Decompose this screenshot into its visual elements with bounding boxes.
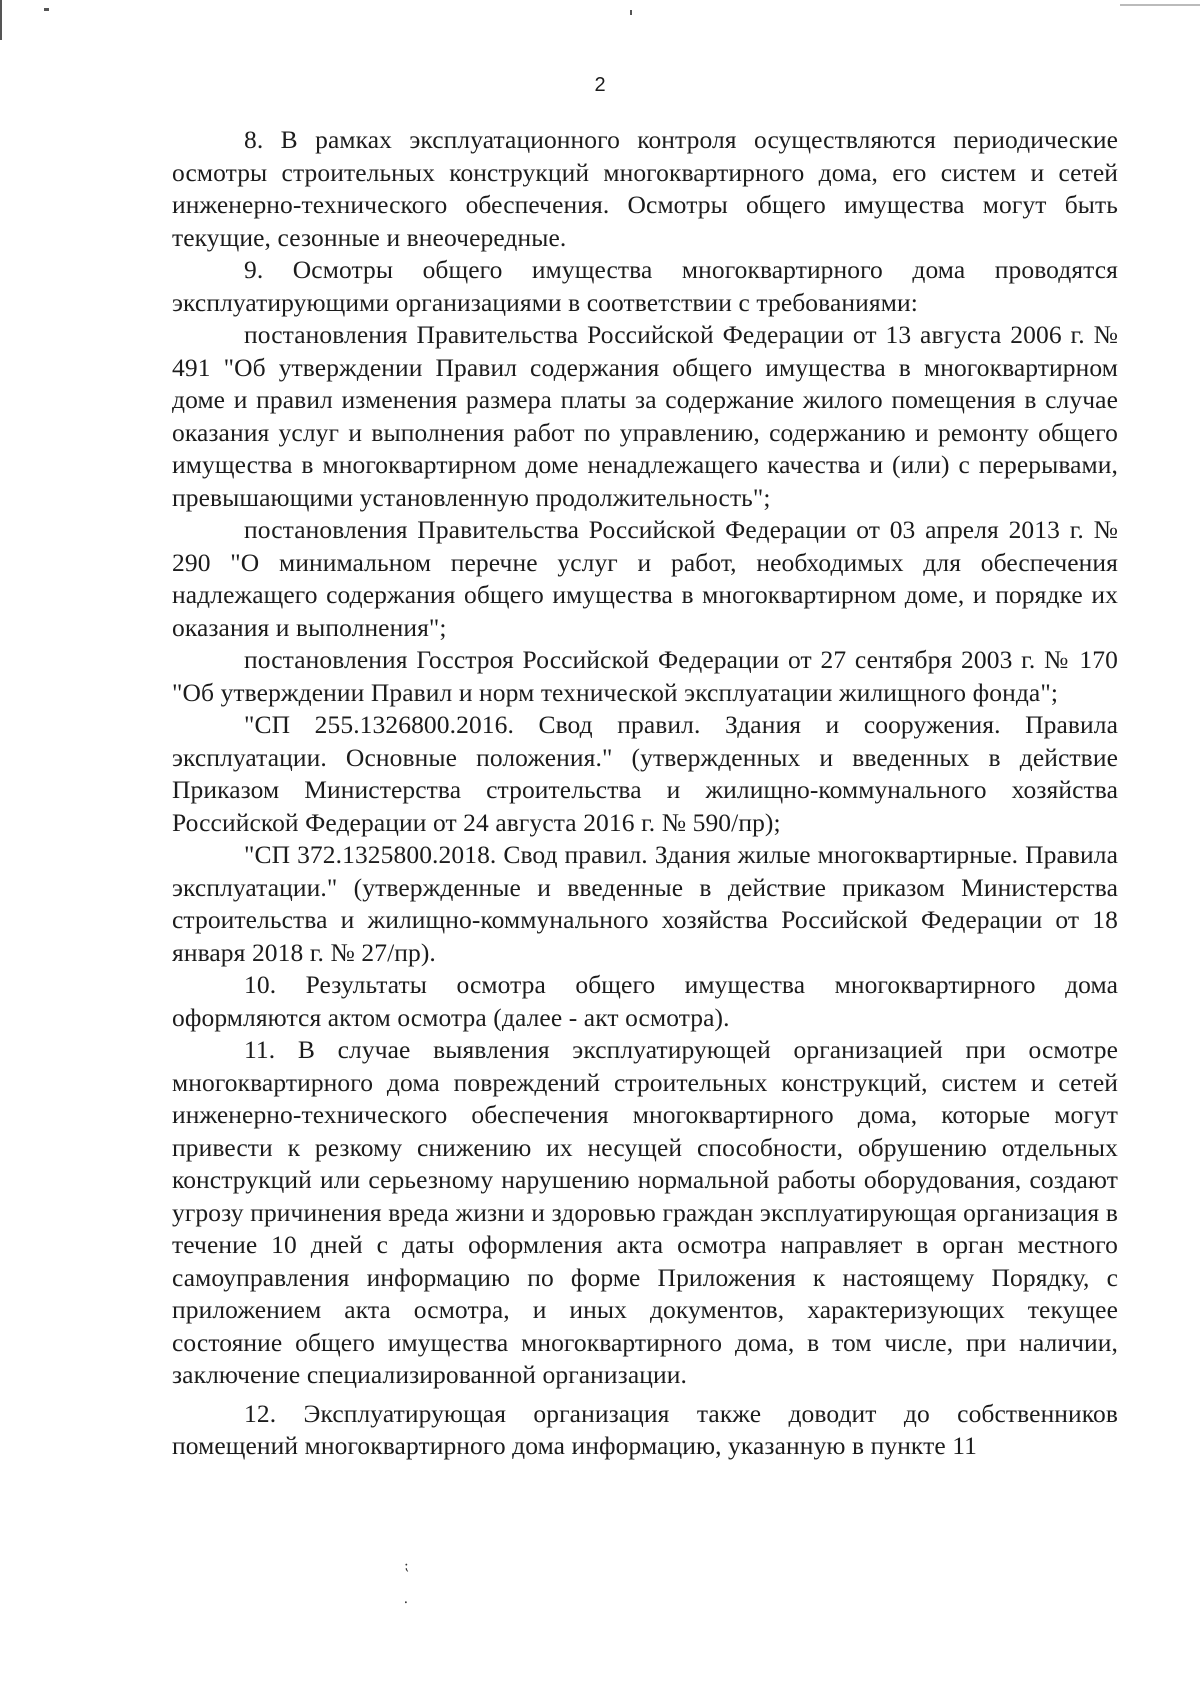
paragraph-8: 8. В рамках эксплуатационного контроля осуществляются периодические осмотры строительных конструкций многоквартирного дома, его систем и сетей инженерно-технического обеспечения. Осмотры общего имущества могут быть текущие, сезонные и внеочередные. [172, 125, 1118, 252]
scan-edge-mark-top-right [1120, 4, 1200, 6]
requirement-sp-255: "СП 255.1326800.2016. Свод правил. Здания и сооружения. Правила эксплуатации. Основные положения." (утвержденных и введенных в действие Приказом Министерства строительства и жилищно-коммунального хозяйства Российской Федерации от 24 августа 2016 г. № 590/пр); [172, 710, 1118, 837]
paragraph-12: 12. Эксплуатирующая организация также доводит до собственников помещений многоквартирного дома информацию, указанную в пункте 11 [172, 1398, 1118, 1460]
paragraph-10: 10. Результаты осмотра общего имущества многоквартирного дома оформляются актом осмотра (далее - акт осмотра). [172, 970, 1118, 1032]
requirement-sp-372: "СП 372.1325800.2018. Свод правил. Здания жилые многоквартирные. Правила эксплуатации." (утвержденные и введенные в действие приказом Министерства строительства и жилищно-коммунального хозяйства Российской Федерации от 18 января 2018 г. № 27/пр). [172, 840, 1118, 967]
paragraph-9: 9. Осмотры общего имущества многоквартирного дома проводятся эксплуатирующими организациями в соответствии с требованиями: [172, 255, 1118, 317]
scan-edge-mark-left [0, 0, 2, 40]
requirement-gosstroy-170: постановления Госстроя Российской Федерации от 27 сентября 2003 г. № 170 "Об утверждении Правил и норм технической эксплуатации жилищного фонда"; [172, 645, 1118, 707]
requirement-decree-491: постановления Правительства Российской Федерации от 13 августа 2006 г. № 491 "Об утверждении Правил содержания общего имущества в многоквартирном доме и правил изменения размера платы за содержание жилого помещения в случае оказания услуг и выполнения работ по управлению, содержанию и ремонту общего имущества в многоквартирном доме ненадлежащего качества и (или) с перерывами, превышающими установленную продолжительность"; [172, 320, 1118, 512]
scan-edge-mark-top-left [44, 8, 49, 11]
scan-speck-bottom-1: ⁏ [404, 1559, 409, 1574]
document-body [172, 124, 1118, 1463]
requirement-decree-290: постановления Правительства Российской Федерации от 03 апреля 2013 г. № 290 "О минимальном перечне услуг и работ, необходимых для обеспечения надлежащего содержания общего имущества в многоквартирном доме, и порядке их оказания и выполнения"; [172, 515, 1118, 642]
scan-speck-bottom-2: ⸱ [404, 1596, 408, 1611]
page-number: 2 [594, 74, 606, 96]
scan-speck-top [630, 10, 632, 15]
paragraph-11: 11. В случае выявления эксплуатирующей организацией при осмотре многоквартирного дома повреждений строительных конструкций, систем и сетей инженерно-технического обеспечения многоквартирного дома, которые могут привести к резкому снижению их несущей способности, обрушению отдельных конструкций или серьезному нарушению нормальной работы оборудования, создают угрозу причинения вреда жизни и здоровью граждан эксплуатирующая организация в течение 10 дней с даты оформления акта осмотра направляет в орган местного самоуправления информацию по форме Приложения к настоящему Порядку, с приложением акта осмотра, и иных документов, характеризующих текущее состояние общего имущества многоквартирного дома, в том числе, при наличии, заключение специализированной организации. [172, 1035, 1118, 1389]
